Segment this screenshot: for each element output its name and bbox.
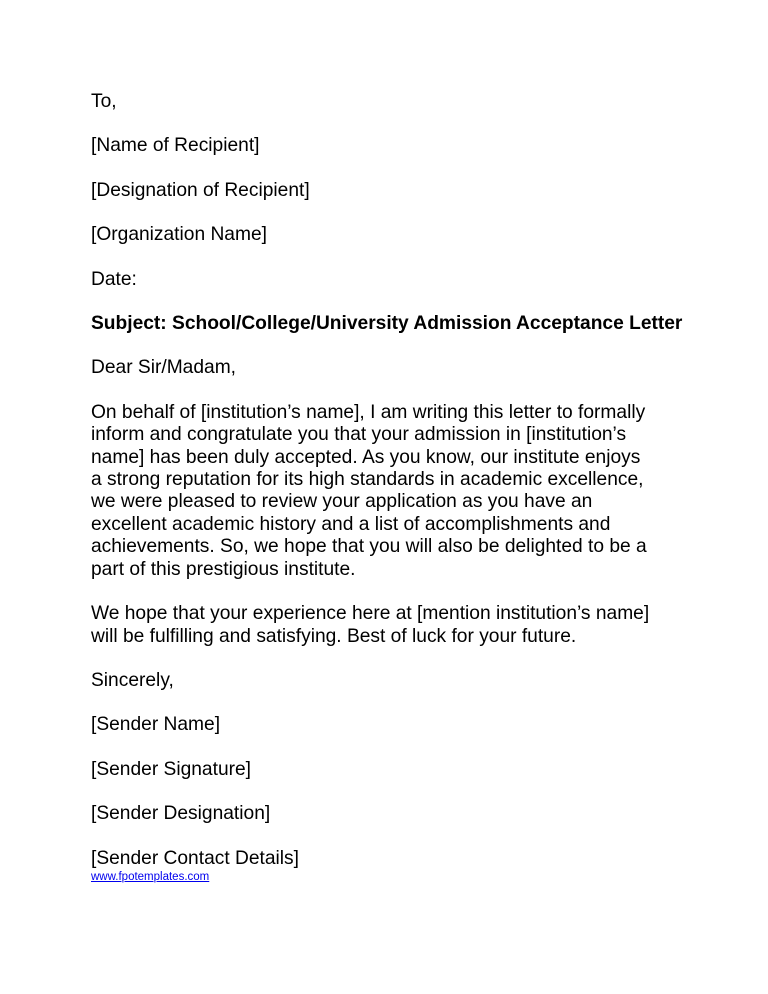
paragraph-line: excellent academic history and a list of accomplishments and xyxy=(91,513,611,535)
paragraph-line: achievements. So, we hope that you will also be delighted to be a xyxy=(91,536,647,558)
recipient-organization: [Organization Name] xyxy=(91,224,267,246)
sender-designation: [Sender Designation] xyxy=(91,803,271,825)
body-paragraph-1 xyxy=(91,402,691,581)
closing: Sincerely, xyxy=(91,669,174,691)
recipient-designation: [Designation of Recipient] xyxy=(91,179,310,201)
paragraph-line: We hope that your experience here at [mention institution’s name] xyxy=(91,603,650,625)
sender-contact: [Sender Contact Details] xyxy=(91,847,299,869)
paragraph-line: name] has been duly accepted. As you know, our institute enjoys xyxy=(91,446,641,468)
greeting: Dear Sir/Madam, xyxy=(91,357,237,379)
paragraph-line: part of this prestigious institute. xyxy=(91,558,356,580)
footer-website-link[interactable]: www.fpotemplates.com xyxy=(91,870,210,883)
subject-line: Subject: School/College/University Admission Acceptance Letter xyxy=(91,313,683,335)
paragraph-line: inform and congratulate you that your admission in [institution’s xyxy=(91,424,627,446)
paragraph-line: we were pleased to review your application as you have an xyxy=(91,491,593,513)
body-paragraph-2 xyxy=(91,603,691,648)
paragraph-line: will be fulfilling and satisfying. Best of luck for your future. xyxy=(91,625,577,647)
paragraph-line: On behalf of [institution’s name], I am writing this letter to formally xyxy=(91,401,646,423)
paragraph-line: a strong reputation for its high standards in academic excellence, xyxy=(91,469,644,491)
recipient-name: [Name of Recipient] xyxy=(91,135,260,157)
recipient-salutation: To, xyxy=(91,91,117,112)
sender-signature: [Sender Signature] xyxy=(91,758,252,780)
sender-name: [Sender Name] xyxy=(91,714,221,736)
date-label: Date: xyxy=(91,268,137,290)
letter-body xyxy=(91,91,691,884)
